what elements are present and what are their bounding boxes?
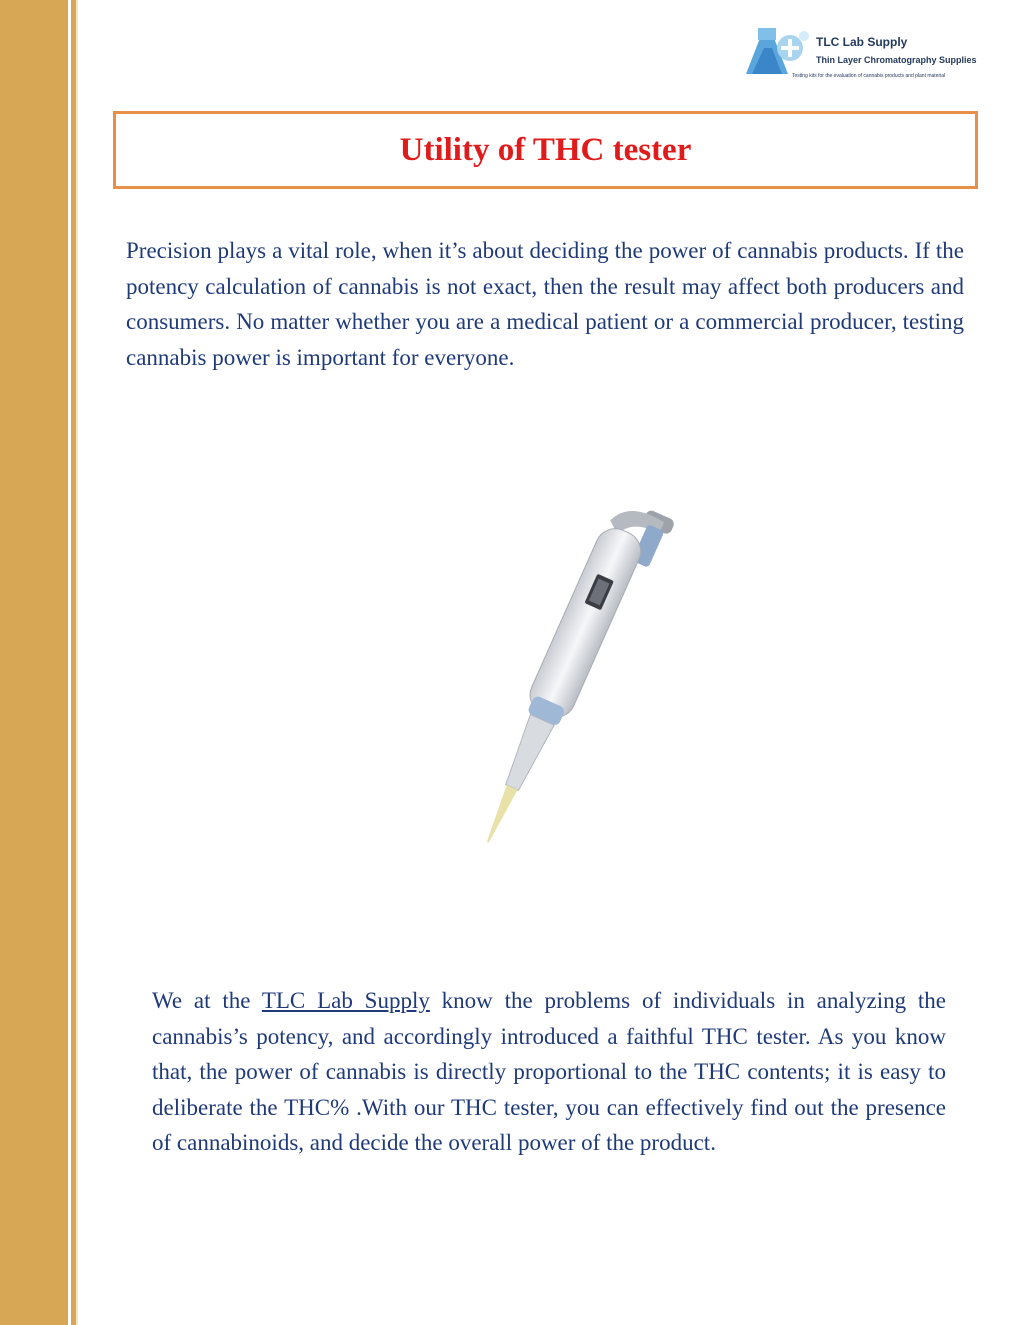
tlc-lab-supply-link[interactable]: TLC Lab Supply (261, 988, 430, 1013)
pipette-image (400, 470, 720, 870)
logo-name: TLC Lab Supply (816, 35, 908, 49)
company-logo (744, 26, 980, 86)
left-decorative-stripe (68, 0, 78, 1325)
paragraph-tlc-lab-supply (152, 983, 946, 1161)
page-title: Utility of THC tester (399, 131, 692, 168)
left-decorative-band (0, 0, 68, 1325)
paragraph-intro: Precision plays a vital role, when it’s about deciding the power of cannabis products. If the potency calculation of cannabis is not exact, then the result may affect both producers and consumers. No matter whether you are a medical patient or a commercial producer, testing cannabis power is important for everyone. (126, 238, 964, 370)
paragraph2-lead: We at the (152, 988, 262, 1013)
logo-subtitle: Thin Layer Chromatography Supplies (816, 55, 977, 65)
title-box (113, 111, 978, 189)
paragraph2-body: know the problems of individuals in analyzing the cannabis’s potency, and accordingly introduced a faithful THC tester. As you know that, the power of cannabis is directly proportional to the THC contents; it is easy to deliberate the THC% .With our THC tester, you can effectively find out the presence of cannabinoids, and decide the overall power of the product. (152, 988, 946, 1155)
logo-tagline: Testing kits for the evaluation of cannabis products and plant material (792, 73, 946, 79)
flask-plus-icon (744, 26, 814, 76)
